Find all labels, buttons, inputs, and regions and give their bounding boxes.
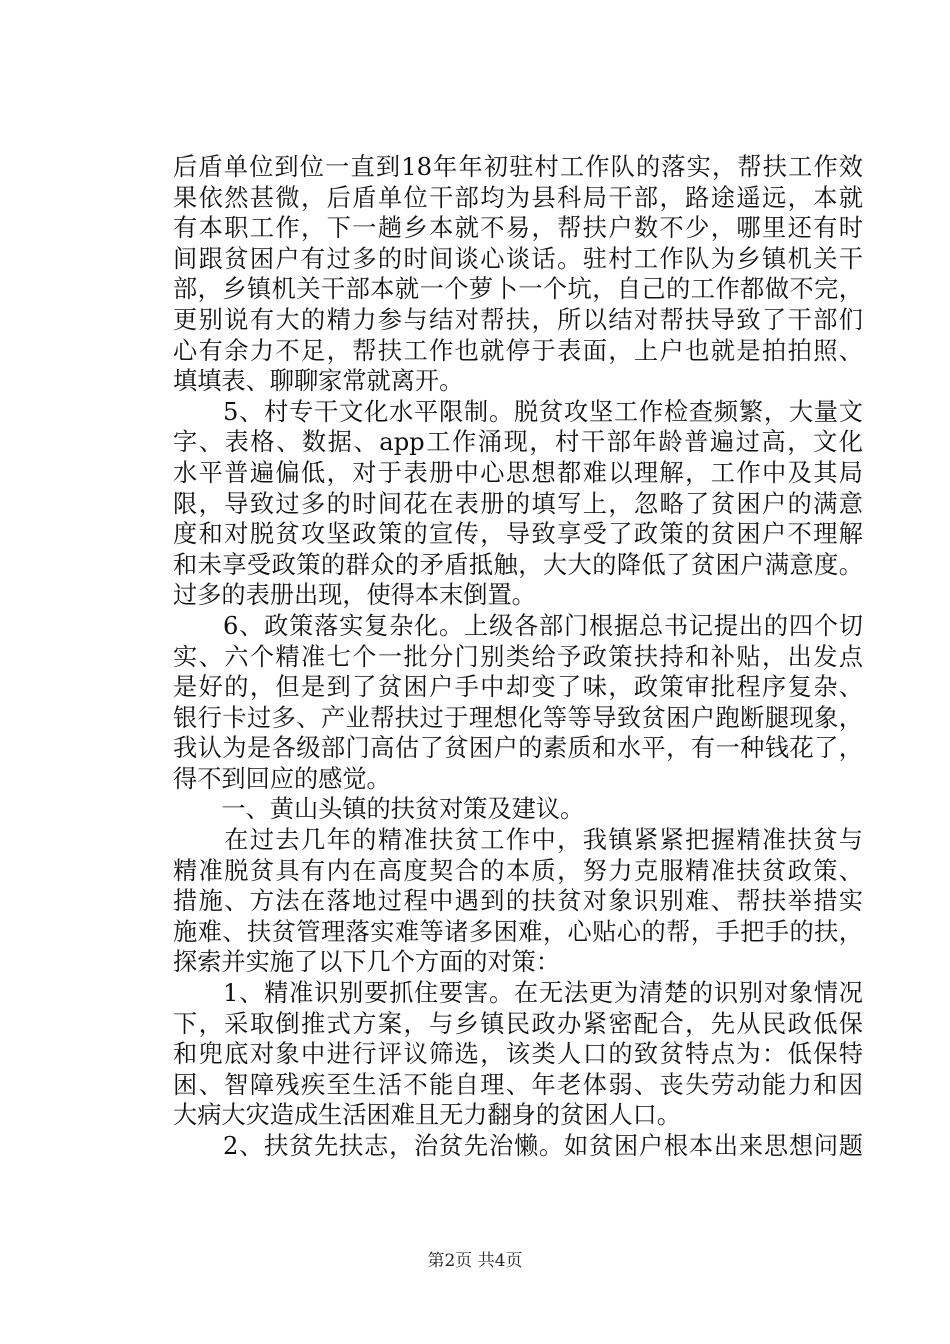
text-line: 有本职工作，下一趟乡本就不易，帮扶户数不少，哪里还有时 xyxy=(173,214,863,243)
text-line: 精准脱贫具有内在高度契合的本质，努力克服精准扶贫政策、 xyxy=(173,856,863,885)
text-line: 填填表、聊聊家常就离开。 xyxy=(173,367,464,396)
text-line: 和兜底对象中进行评议筛选，该类人口的致贫特点为：低保特 xyxy=(173,1040,863,1069)
text-line: 下，采取倒推式方案，与乡镇民政办紧密配合，先从民政低保 xyxy=(173,1009,863,1038)
text-line: 过多的表册出现，使得本末倒置。 xyxy=(173,581,536,610)
text-line: 间跟贫困户有过多的时间谈心谈话。驻村工作队为乡镇机关干 xyxy=(173,244,863,273)
text-line: 水平普遍偏低，对于表册中心思想都难以理解，工作中及其局 xyxy=(173,458,863,487)
text-line: 后盾单位到位一直到18年年初驻村工作队的落实，帮扶工作效 xyxy=(173,153,863,181)
text-line: 一、黄山头镇的扶贫对策及建议。 xyxy=(173,795,585,824)
text-line: 大病大灾造成生活困难且无力翻身的贫困人口。 xyxy=(173,1101,681,1130)
text-line: 银行卡过多、产业帮扶过于理想化等等导致贫困户跑断腿现象， xyxy=(173,703,863,732)
text-line: 6、政策落实复杂化。上级各部门根据总书记提出的四个切 xyxy=(173,611,863,640)
text-line: 更别说有大的精力参与结对帮扶，所以结对帮扶导致了干部们 xyxy=(173,305,863,334)
text-line: 和未享受政策的群众的矛盾抵触，大大的降低了贫困户满意度。 xyxy=(173,550,863,579)
text-line: 在过去几年的精准扶贫工作中，我镇紧紧把握精准扶贫与 xyxy=(173,826,863,855)
page-footer: 第2页 共4页 xyxy=(427,1251,523,1271)
text-line: 2、扶贫先扶志，治贫先治懒。如贫困户根本出来思想问题 xyxy=(173,1132,863,1160)
text-line: 措施、方法在落地过程中遇到的扶贫对象识别难、帮扶举措实 xyxy=(173,887,863,916)
text-line: 实、六个精准七个一批分门别类给予政策扶持和补贴，出发点 xyxy=(173,642,863,671)
text-line: 是好的，但是到了贫困户手中却变了味，政策审批程序复杂、 xyxy=(173,673,863,702)
text-line: 困、智障残疾至生活不能自理、年老体弱、丧失劳动能力和因 xyxy=(173,1070,863,1099)
text-line: 探索并实施了以下几个方面的对策： xyxy=(173,948,561,977)
text-line: 5、村专干文化水平限制。脱贫攻坚工作检查频繁，大量文 xyxy=(173,397,863,426)
text-line: 字、表格、数据、app工作涌现，村干部年龄普遍过高，文化 xyxy=(173,428,863,457)
text-line: 果依然甚微，后盾单位干部均为县科局干部，路途遥远，本就 xyxy=(173,183,863,212)
text-line: 限，导致过多的时间花在表册的填写上，忽略了贫困户的满意 xyxy=(173,489,863,518)
body-text xyxy=(173,152,863,1162)
text-line: 1、精准识别要抓住要害。在无法更为清楚的识别对象情况 xyxy=(173,979,863,1008)
text-line: 我认为是各级部门高估了贫困户的素质和水平，有一种钱花了， xyxy=(173,734,863,763)
text-line: 得不到回应的感觉。 xyxy=(173,764,391,793)
text-line: 部，乡镇机关干部本就一个萝卜一个坑，自己的工作都做不完， xyxy=(173,275,863,304)
text-line: 施难、扶贫管理落实难等诸多困难，心贴心的帮，手把手的扶， xyxy=(173,917,863,946)
text-line: 度和对脱贫攻坚政策的宣传，导致享受了政策的贫困户不理解 xyxy=(173,520,863,549)
text-line: 心有余力不足，帮扶工作也就停于表面，上户也就是拍拍照、 xyxy=(173,336,863,365)
